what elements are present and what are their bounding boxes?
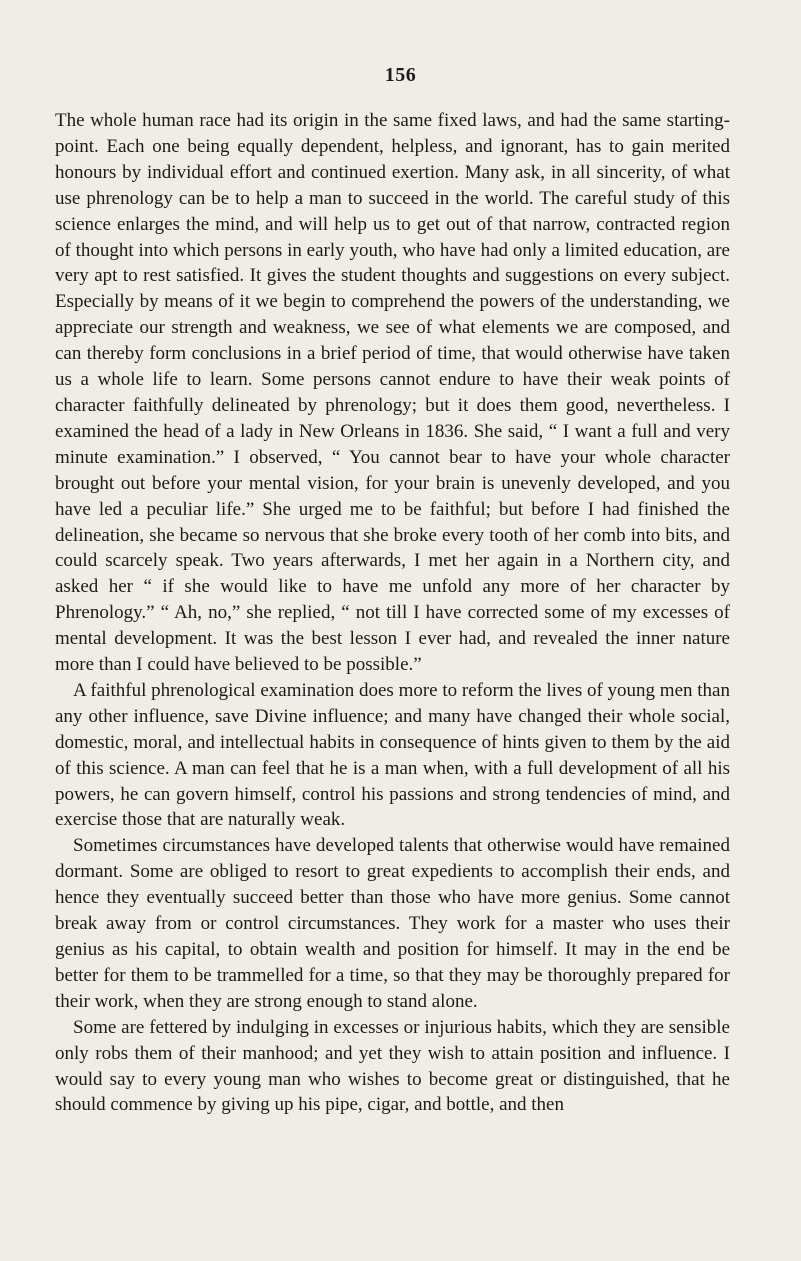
body-text xyxy=(55,108,730,1118)
paragraph-2: A faithful phrenological examination does more to reform the lives of young men than any other influence, save Divine influence; and many have changed their whole social, domestic, moral, and intellectual habits in consequence of hints given to them by the aid of this science. A man can feel that he is a man when, with a full development of all his powers, he can govern himself, control his passions and strong tendencies of mind, and exercise those that are naturally weak. xyxy=(55,679,730,831)
paragraph-1: The whole human race had its origin in the same fixed laws, and had the same starting-point. Each one being equally dependent, helpless, and ignorant, has to gain merited honours by individual effort and continued exertion. Many ask, in all sincerity, of what use phrenology can be to help a man to succeed in the world. The careful study of this science enlarges the mind, and will help us to get out of that narrow, contracted region of thought into which persons in early youth, who have had only a limited education, are very apt to rest satisfied. It gives the student thoughts and suggestions on every subject. Especially by means of it we begin to comprehend the powers of the understanding, we appreciate our strength and weakness, we see of what elements we are composed, and can thereby form conclusions in a brief period of time, that would otherwise have taken us a whole life to learn. Some persons cannot endure to have their weak points of character faithfully delineated by phrenology; but it does them good, nevertheless. I examined the head of a lady in New Orleans in 1836. She said, “ I want a full and very minute examination.” I observed, “ You cannot bear to have your whole character brought out before your mental vision, for your brain is unevenly developed, and you have led a peculiar life.” She urged me to be faithful; but before I had finished the delineation, she became so nervous that she broke every tooth of her comb into bits, and could scarcely speak. Two years afterwards, I met her again in a Northern city, and asked her “ if she would like to have me unfold any more of her character by Phrenology.” “ Ah, no,” she replied, “ not till I have corrected some of my excesses of mental development. It was the best lesson I ever had, and revealed the inner nature more than I could have believed to be possible.” xyxy=(55,110,730,676)
page-number: 156 xyxy=(384,64,417,86)
paragraph-3: Sometimes circumstances have developed talents that otherwise would have remained dormant. Some are obliged to resort to great expedients to accomplish their ends, and hence they eventually succeed better than those who have more genius. Some cannot break away from or control circumstances. They work for a master who uses their genius as his capital, to obtain wealth and position for himself. It may in the end be better for them to be trammelled for a time, so that they may be thoroughly prepared for their work, when they are strong enough to stand alone. xyxy=(55,835,730,1012)
paragraph-4: Some are fettered by indulging in excesses or injurious habits, which they are sensible only robs them of their manhood; and yet they wish to attain position and influence. I would say to every young man who wishes to become great or distinguished, that he should commence by giving up his pipe, cigar, and bottle, and then xyxy=(55,1016,730,1116)
